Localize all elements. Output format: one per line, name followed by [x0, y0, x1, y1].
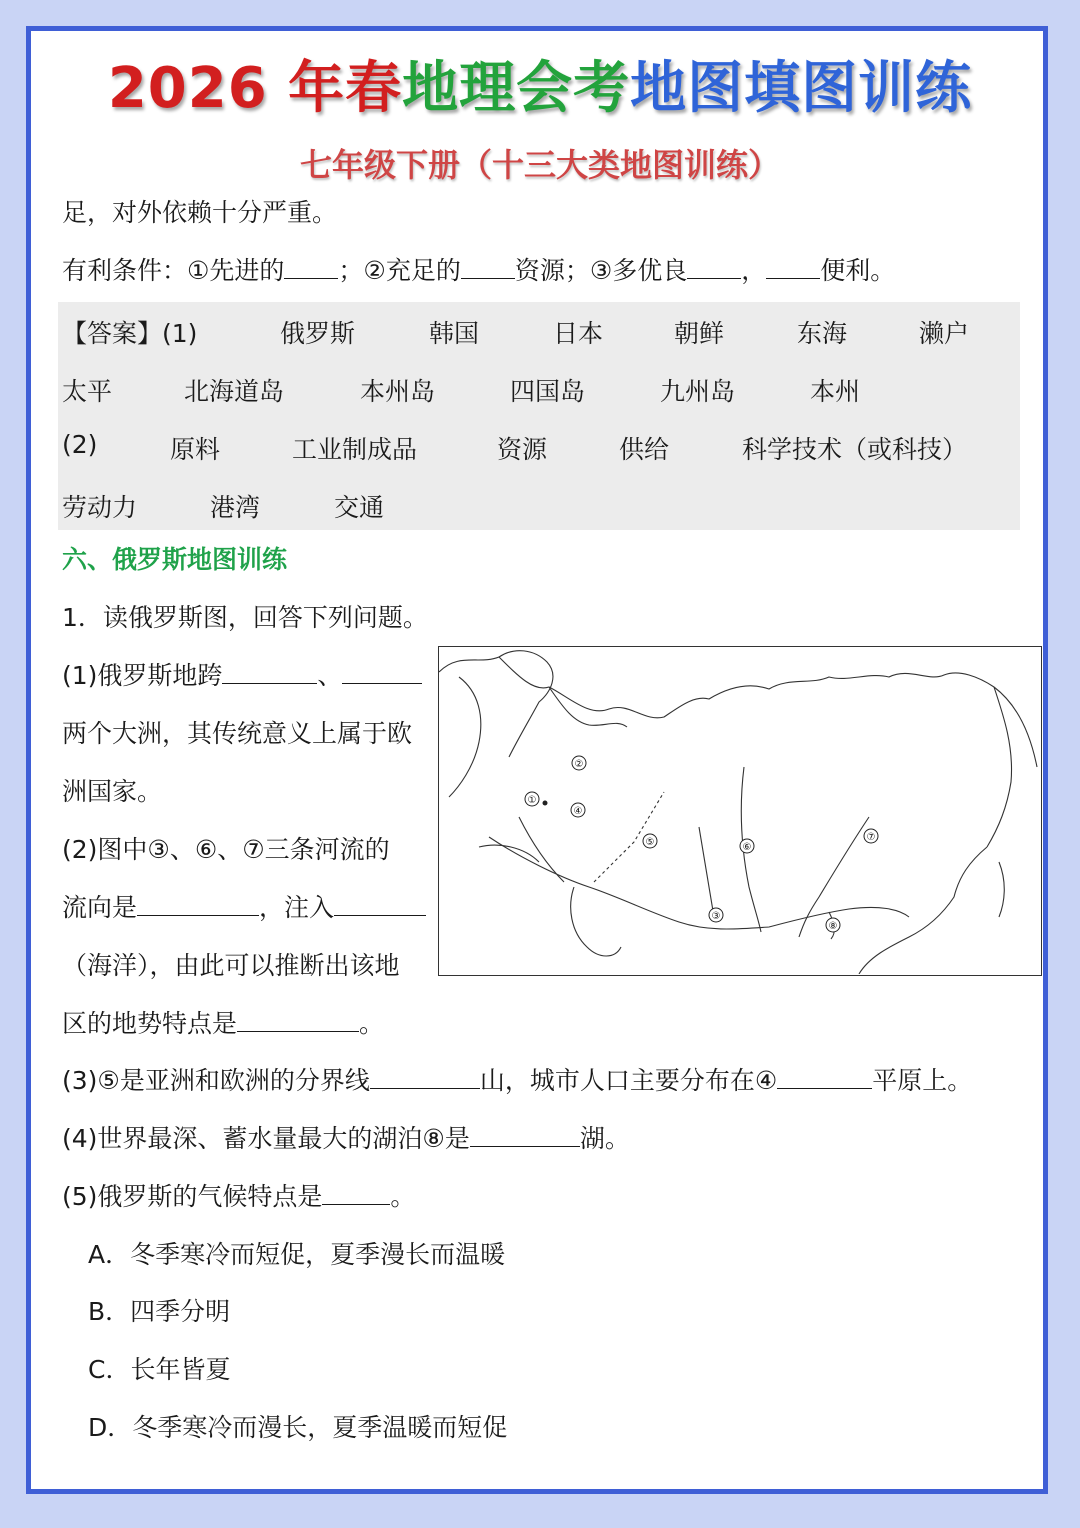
- title-year: 2026: [107, 56, 268, 121]
- marker-5-label: ⑤: [645, 837, 655, 848]
- page-title: [0, 44, 1080, 124]
- question-1: 1．读俄罗斯图，回答下列问题。: [62, 603, 428, 632]
- map-outline-east-coast: [859, 847, 987, 974]
- q1-1-line-a: (1)俄罗斯地跨 、: [62, 661, 422, 691]
- marker-8-label: ⑧: [828, 921, 838, 932]
- page-subtitle: 七年级下册（十三大类地图训练）: [299, 146, 780, 184]
- q1-1-line-b: 两个大洲，其传统意义上属于欧: [62, 719, 413, 748]
- option-b: B．四季分明: [88, 1297, 231, 1326]
- marker-3-label: ③: [711, 911, 721, 922]
- russia-map: [438, 646, 1042, 976]
- title-part3: 地图填图训练: [630, 56, 973, 121]
- map-outline-north: [439, 657, 1037, 767]
- q1-2-line-c: （海洋），由此可以推断出该地: [62, 951, 400, 980]
- map-river-ob: [699, 827, 714, 917]
- body-line-1: 足，对外依赖十分严重。: [62, 198, 338, 227]
- marker-2-label: ②: [574, 759, 584, 770]
- q1-2-line-b: 流向是 ，注入: [62, 893, 426, 923]
- map-outline-blacksea: [479, 845, 539, 862]
- marker-1-label: ①: [527, 795, 537, 806]
- map-outline-south-border: [489, 837, 909, 929]
- option-a: A．冬季寒冷而短促，夏季漫长而温暖: [88, 1240, 506, 1269]
- map-outline-white-sea: [549, 687, 627, 727]
- body-line-2: 有利条件：①先进的 ；②充足的 资源；③多优良 ， 便利。: [62, 256, 896, 285]
- q1-1-line-c: 洲国家。: [62, 777, 163, 806]
- option-d: D．冬季寒冷而漫长，夏季温暖而短促: [88, 1413, 508, 1442]
- q1-2-line-d: 区的地势特点是 。: [62, 1009, 385, 1038]
- map-river-volga: [519, 817, 564, 882]
- title-part1: 年春: [288, 56, 403, 121]
- q1-3-line: (3)⑤是亚洲和欧洲的分界线 山，城市人口主要分布在④ 平原上。: [62, 1066, 973, 1095]
- option-c: C．长年皆夏: [88, 1355, 231, 1384]
- map-outline-scandinavia: [449, 677, 481, 797]
- q1-4-line: (4)世界最深、蓄水量最大的湖泊⑧是 湖。: [62, 1124, 630, 1153]
- moscow-dot: [543, 801, 548, 806]
- marker-4-label: ④: [573, 806, 583, 817]
- map-outline-kamchatka: [987, 687, 1012, 847]
- russia-map-drawing: [439, 647, 1040, 974]
- map-outline-caspian: [571, 887, 621, 956]
- map-outline-kola: [499, 651, 553, 757]
- marker-6-label: ⑥: [742, 842, 752, 853]
- answer-label: 【答案】(1): [62, 319, 198, 348]
- map-outline-sakhalin: [999, 862, 1004, 917]
- section-heading: 六、俄罗斯地图训练: [62, 545, 288, 574]
- q1-2-line-a: (2)图中③、⑥、⑦三条河流的: [62, 835, 390, 864]
- title-part2: 地理会考: [402, 56, 631, 121]
- answer-block: [58, 302, 1020, 530]
- marker-7-label: ⑦: [866, 832, 876, 843]
- q1-5-line: (5)俄罗斯的气候特点是 。: [62, 1182, 416, 1211]
